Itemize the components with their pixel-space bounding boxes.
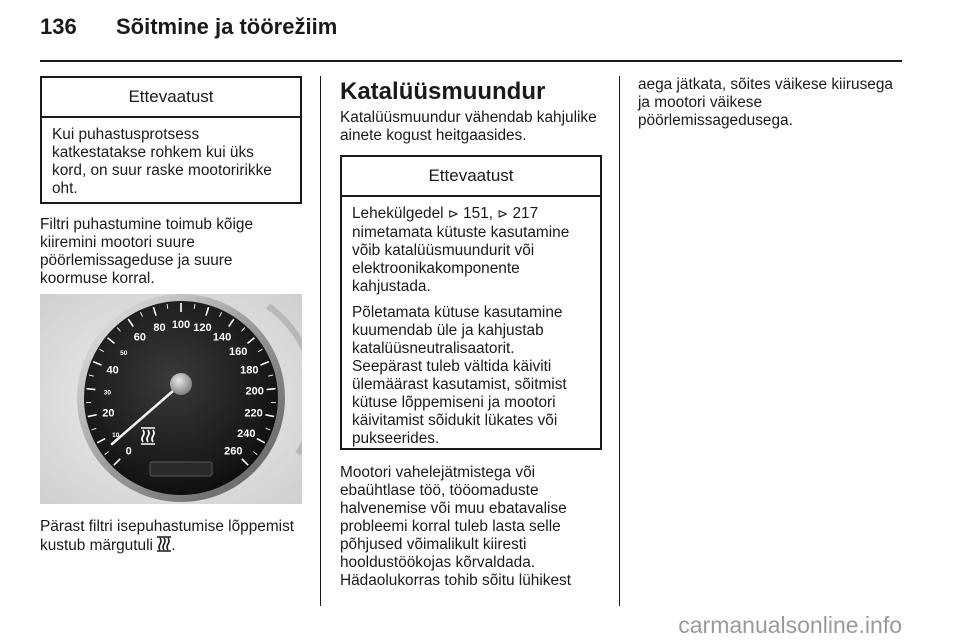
- warning-ref-rest: nimetamata kütuste kasutamine võib katalüüsmuundurit või elektroonikakomponente kahjustada.: [352, 224, 570, 295]
- chapter-title: Sõitmine ja töörežiim: [116, 14, 338, 39]
- tick-label: 50: [120, 350, 128, 358]
- tick-mark: [86, 389, 95, 390]
- right-column: [638, 76, 904, 130]
- tick-label: 260: [224, 445, 243, 458]
- left-column: [40, 76, 302, 288]
- page-reference-2[interactable]: 217: [512, 205, 539, 222]
- continuation-paragraph: aega jätkata, sõites väikese kiirusega ja mootori väikese pöörlemissagedusega.: [638, 76, 893, 129]
- warning-box: [40, 76, 302, 204]
- column-divider: [320, 76, 321, 606]
- page-header: [40, 14, 902, 62]
- tick-label: 60: [133, 331, 147, 344]
- warning-title: Ettevaatust: [342, 157, 600, 197]
- tick-label: 180: [240, 364, 259, 377]
- catalytic-intro: Katalüüsmuundur vähendab kahjulike ainete kogust heitgaasides.: [340, 109, 597, 144]
- left-column-bottom: [40, 518, 302, 555]
- warning-light-line1: Pärast filtri isepuhastumise lõppemist: [40, 518, 295, 535]
- needle-hub: [170, 373, 192, 395]
- page-reference-1[interactable]: 151: [463, 205, 489, 222]
- tick-label: 20: [102, 407, 115, 420]
- tick-label: 40: [106, 364, 119, 377]
- tick-label: 120: [193, 322, 212, 335]
- tick-label: 240: [237, 427, 256, 440]
- watermark: carmanualsonline.info: [678, 612, 902, 638]
- diesel-particulate-filter-icon: [157, 536, 171, 552]
- speedometer-svg: [40, 294, 302, 504]
- tick-label: 100: [171, 319, 191, 331]
- warning-title: Ettevaatust: [42, 78, 300, 118]
- middle-column: [340, 78, 602, 590]
- speedometer-illustration: [40, 294, 302, 504]
- warning-box: [340, 155, 602, 450]
- warning-body: [42, 118, 300, 206]
- filter-cleaning-paragraph: Filtri puhastumine toimub kõige kiiremini mootori suure pöörlemissageduse ja suure koormuse korral.: [40, 216, 254, 287]
- warning-paragraph-3: Seepärast tuleb vältida käiviti ülemäärast kasutamist, sõitmist kütuse lõppemiseni ja mootori käivitamist sõidukit lükates või pukseerides.: [352, 358, 567, 447]
- column-divider: [619, 76, 620, 606]
- page-reference-arrow-icon: ⊳: [497, 207, 509, 222]
- tick-label: 140: [212, 331, 232, 344]
- warning-text: Kui puhastusprotsess katkestatakse rohkem kui üks kord, on suur raske mootoririkke oht.: [52, 126, 272, 197]
- page-reference-arrow-icon: ⊳: [447, 207, 459, 222]
- tick-label: 80: [153, 322, 166, 335]
- tick-label: 0: [125, 445, 132, 458]
- diesel-particulate-filter-icon: [141, 428, 155, 444]
- warning-light-paragraph: [40, 518, 302, 555]
- tick-label: 220: [244, 407, 263, 420]
- page-number: 136: [40, 14, 77, 39]
- warning-ref-paragraph: [352, 205, 590, 296]
- tick-label: 160: [229, 346, 248, 359]
- engine-misfire-paragraph: Mootori vahelejätmistega või ebaühtlase töö, tööomaduste halvenemise või muu ebatavalise probleemi korral tuleb lasta selle põhjused võimalikult kiiresti hooldustöökojas kõrvaldada. Hädaolukorras tohib sõitu lühikest: [340, 464, 571, 589]
- warning-light-line2: kustub märgutuli: [40, 537, 153, 554]
- warning-body: [342, 197, 600, 456]
- tick-label: 10: [112, 431, 120, 439]
- warning-light-end: .: [171, 537, 176, 554]
- section-heading: Katalüüsmuundur: [340, 78, 546, 105]
- warning-ref-prefix: Lehekülgedel: [352, 205, 444, 222]
- warning-paragraph-2: Põletamata kütuse kasutamine kuumendab üle ja kahjustab katalüüsneutralisaatorit.: [352, 304, 563, 357]
- page-reference-separator: ,: [488, 205, 494, 222]
- tick-label: 30: [103, 389, 111, 397]
- tick-mark: [267, 389, 276, 390]
- tick-label: 200: [245, 385, 264, 398]
- odometer-display: [150, 462, 212, 476]
